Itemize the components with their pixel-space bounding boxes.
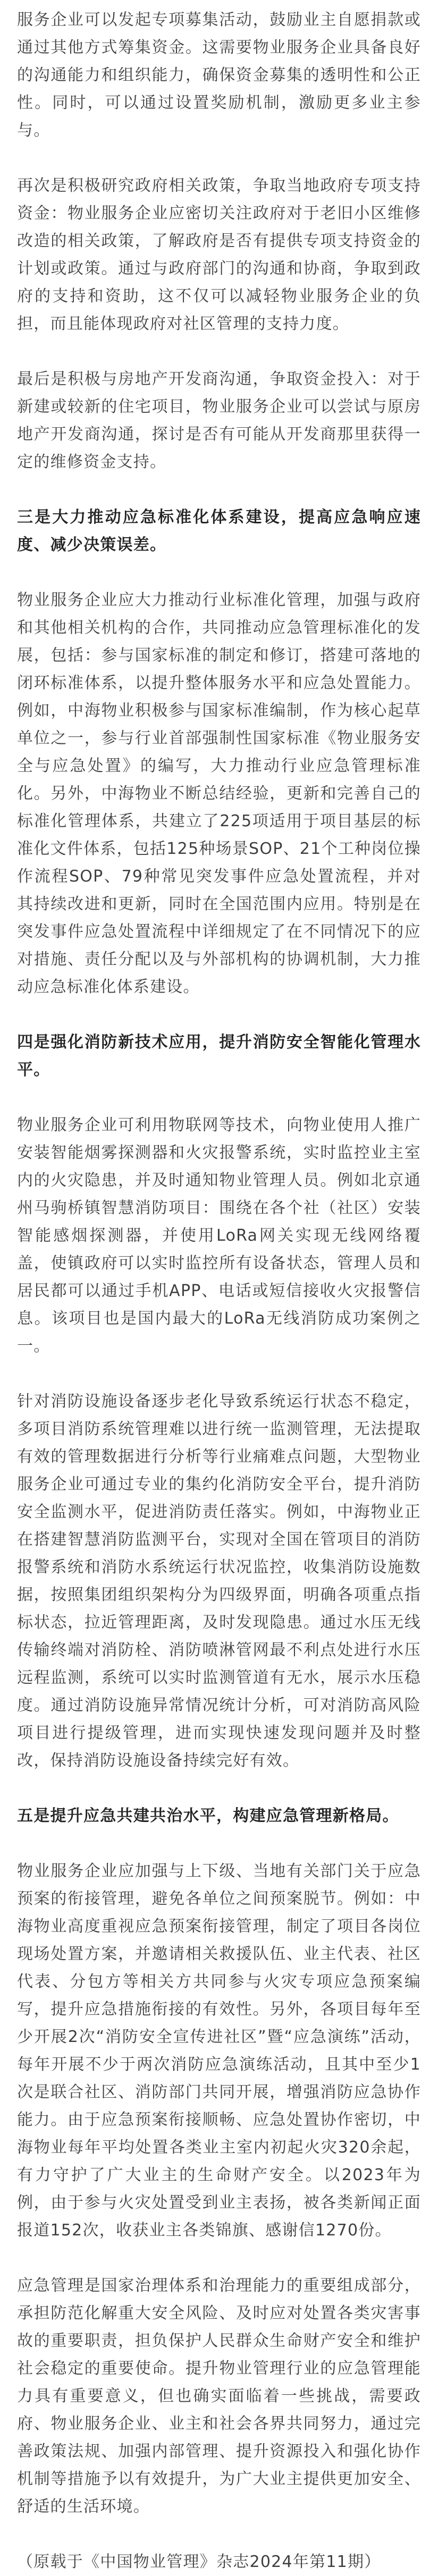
source-note: （原载于《中国物业管理》杂志2024年第11期） (17, 2553, 381, 2571)
section-heading-standardization: 三是大力推动应急标准化体系建设，提高应急响应速度、减少决策误差。 (17, 508, 421, 554)
paragraph-government-funding: 再次是积极研究政府相关政策，争取当地政府专项支持资金：物业服务企业应密切关注政府对于老旧小区维修改造的相关政策，了解政府是否有提供专项支持资金的计划或政策。通过与政府部门的沟通和协商，争取到政府的支持和资助，这不仅可以减轻物业服务企业的负担，而且能体现政府对社区管理的支持力度。 (17, 176, 421, 333)
paragraph-fire-monitoring-platform: 针对消防设施设备逐步老化导致系统运行状态不稳定，多项目消防系统管理难以进行统一监测管理，无法提取有效的管理数据进行分析等行业痛难点问题，大型物业服务企业可通过专业的集约化消防安全平台，提升消防安全监测水平，促进消防责任落实。例如，中海物业正在搭建智慧消防监测平台，实现对全国在管项目的消防报警系统和消防水系统运行状况监控，收集消防设施数据，按照集团组织架构分为四级界面，明确各项重点指标状态，拉近管理距离，及时发现隐患。通过水压无线传输终端对消防栓、消防喷淋管网最不利点处进行水压远程监测，系统可以实时监测管道有无水，展示水压稳度。通过消防设施异常情况统计分析，可对消防高风险项目进行提级管理，进而实现快速发现问题并及时整改，保持消防设施设备持续完好有效。 (17, 1392, 421, 1770)
paragraph-conclusion: 应急管理是国家治理体系和治理能力的重要组成部分，承担防范化解重大安全风险、及时应对处置各类灾害事故的重要职责，担负保护人民群众生命财产安全和维护社会稳定的重要使命。提升物业管理行业的应急管理能力具有重要意义，但也确实面临着一些挑战，需要政府、物业服务企业、业主和社会各界共同努力，通过完善政策法规、加强内部管理、提升资源投入和强化协作机制等措施予以有效提升，为广大业主提供更加安全、舒适的生活环境。 (17, 2276, 421, 2516)
paragraph-standardization: 物业服务企业应大力推动行业标准化管理，加强与政府和其他相关机构的合作，共同推动应急管理标准化的发展，包括：参与国家标准的制定和修订，搭建可落地的闭环标准体系，以提升整体服务水平和应急处置能力。例如，中海物业积极参与国家标准编制，作为核心起草单位之一，参与行业首部强制性国家标准《物业服务安全与应急处置》的编写，大力推动行业应急管理标准化。另外，中海物业不断总结经验，更新和完善自己的标准化管理体系，共建立了225项适用于项目基层的标准化文件体系，包括125种场景SOP、21个工种岗位操作流程SOP、79种常见突发事件应急处置流程，并对其持续改进和更新，同时在全国范围内应用。特别是在突发事件应急处置流程中详细规定了在不同情况下的应对措施、责任分配以及与外部机构的协调机制，大力推动应急标准化体系建设。 (17, 591, 421, 996)
paragraph-iot-fire-detection: 物业服务企业可利用物联网等技术，向物业使用人推广安装智能烟雾探测器和火灾报警系统，实时监控业主室内的火灾隐患，并及时通知物业管理人员。例如北京通州马驹桥镇智慧消防项目：围绕在各个社（社区）安装智能感烟探测器，并使用LoRa网关实现无线网络覆盖，使镇政府可以实时监控所有设备状态，管理人员和居民都可以通过手机APP、电话或短信接收火灾报警信息。该项目也是国内最大的LoRa无线消防成功案例之一。 (17, 1116, 421, 1355)
paragraph-developer-funding: 最后是积极与房地产开发商沟通，争取资金投入：对于新建或较新的住宅项目，物业服务企业可以尝试与原房地产开发商沟通，探讨是否有可能从开发商那里获得一定的维修资金支持。 (17, 370, 421, 471)
paragraph-fundraising: 服务企业可以发起专项募集活动，鼓励业主自愿捐款或通过其他方式筹集资金。这需要物业服务企业具备良好的沟通能力和组织能力，确保资金募集的透明性和公正性。同时，可以通过设置奖励机制，激励更多业主参与。 (17, 11, 421, 140)
section-heading-co-governance: 五是提升应急共建共治水平，构建应急管理新格局。 (17, 1807, 399, 1825)
section-heading-fire-tech: 四是强化消防新技术应用，提升消防安全智能化管理水平。 (17, 1033, 421, 1079)
paragraph-emergency-plans: 物业服务企业应加强与上下级、当地有关部门关于应急预案的衔接管理，避免各单位之间预案脱节。例如：中海物业高度重视应急预案衔接管理，制定了项目各岗位现场处置方案，并邀请相关救援队伍、业主代表、社区代表、分包方等相关方共同参与火灾专项应急预案编写，提升应急措施衔接的有效性。另外，各项目每年至少开展2次“消防安全宣传进社区”暨“应急演练”活动，每年开展不少于两次消防应急演练活动，且其中至少1次是联合社区、消防部门共同开展，增强消防应急协作能力。由于应急预案衔接顺畅、应急处置协作密切，中海物业每年平均处置各类业主室内初起火灾320余起，有力守护了广大业主的生命财产安全。以2023年为例，由于参与火灾处置受到业主表扬，被各类新闻正面报道152次，收获业主各类锦旗、感谢信1270份。 (17, 1862, 421, 2240)
